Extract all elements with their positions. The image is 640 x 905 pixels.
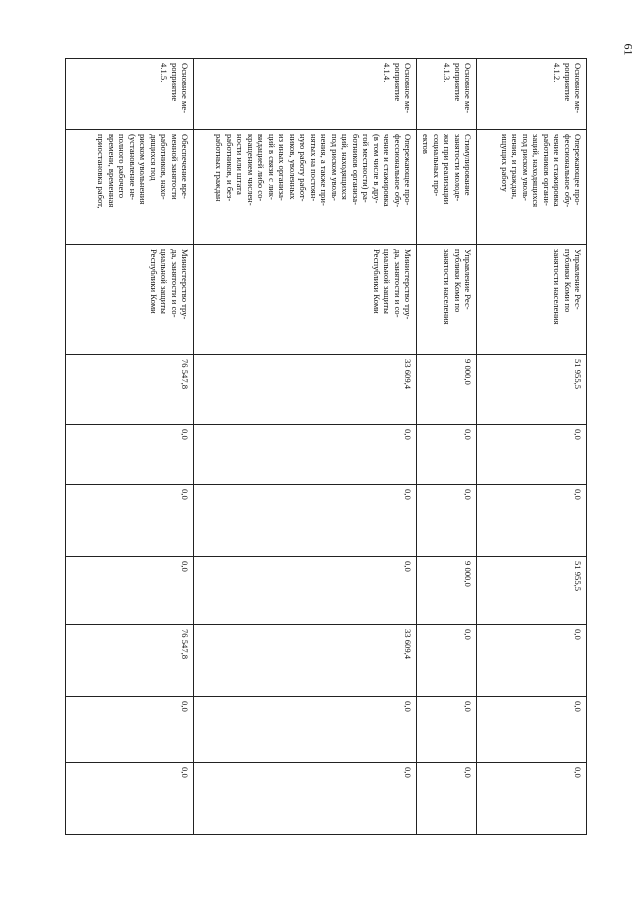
cell-total-amount: 51 955,5 <box>477 355 587 425</box>
cell-amount-3: 0,0 <box>417 485 477 557</box>
cell-measure-name: Опережающее про- фессиональное обу- чение и стажировка работников органи- заций, находящихся под риском уволь- нения, и граждан, ищущих работу <box>477 130 587 245</box>
rotated-table-wrapper <box>66 58 587 834</box>
cell-measure-name: Обеспечение вре- менной занятости работников, нахо- дящихся под риском увольнения (установление не- полного рабочего времени, временная приостановка работ, <box>66 130 194 245</box>
cell-executor: Управление Рес- публики Коми по занятости населения <box>477 245 587 355</box>
cell-amount-4: 0,0 <box>194 557 417 625</box>
cell-amount-7: 0,0 <box>477 763 587 835</box>
cell-amount-3: 0,0 <box>477 485 587 557</box>
cell-amount-3: 0,0 <box>66 485 194 557</box>
table-row <box>417 59 477 835</box>
table-row <box>194 59 417 835</box>
cell-amount-7: 0,0 <box>194 763 417 835</box>
cell-executor: Министерство тру- да, занятости и со- циальной защиты Республики Коми <box>194 245 417 355</box>
cell-amount-2: 0,0 <box>194 425 417 485</box>
cell-executor: Управление Рес- публики Коми по занятости населения <box>417 245 477 355</box>
cell-amount-6: 0,0 <box>417 697 477 763</box>
cell-measure-code: Основное ме- роприятие 4.1.3. <box>417 59 477 130</box>
page-number: 61 <box>621 43 636 56</box>
cell-amount-5: 33 609,4 <box>194 625 417 697</box>
cell-measure-name: Стимулирование занятости молоде- жи при реализации социальных про- ектов <box>417 130 477 245</box>
table-row <box>477 59 587 835</box>
cell-total-amount: 9 000,0 <box>417 355 477 425</box>
cell-amount-4: 51 955,5 <box>477 557 587 625</box>
cell-measure-code: Основное ме- роприятие 4.1.4. <box>194 59 417 130</box>
cell-amount-4: 0,0 <box>66 557 194 625</box>
cell-amount-2: 0,0 <box>66 425 194 485</box>
program-measures-table <box>65 58 587 835</box>
cell-amount-6: 0,0 <box>66 697 194 763</box>
cell-amount-3: 0,0 <box>194 485 417 557</box>
cell-amount-5: 0,0 <box>477 625 587 697</box>
cell-amount-2: 0,0 <box>477 425 587 485</box>
table-row <box>66 59 194 835</box>
cell-amount-7: 0,0 <box>417 763 477 835</box>
cell-amount-5: 76 547,8 <box>66 625 194 697</box>
cell-total-amount: 76 547,8 <box>66 355 194 425</box>
cell-amount-6: 0,0 <box>477 697 587 763</box>
cell-measure-code: Основное ме- роприятие 4.1.2. <box>477 59 587 130</box>
cell-measure-code: Основное ме- роприятие 4.1.5. <box>66 59 194 130</box>
cell-amount-7: 0,0 <box>66 763 194 835</box>
cell-total-amount: 33 609,4 <box>194 355 417 425</box>
cell-measure-name: Опережающее про- фессиональное обу- чение и стажировка (в том числе в дру- гой местности) ра- ботников организа- ций, находящихся под риском уволь- нения, а также при- нятых на постоян- ную работу работ- ников, уволенных из иных организа- ций в связи с лик- видацией либо со- кращением числен- ности или штата работников, и без- работных граждан <box>194 130 417 245</box>
cell-amount-4: 9 000,0 <box>417 557 477 625</box>
cell-amount-5: 0,0 <box>417 625 477 697</box>
cell-executor: Министерство тру- да, занятости и со- циальной защиты Республики Коми <box>66 245 194 355</box>
cell-amount-2: 0,0 <box>417 425 477 485</box>
cell-amount-6: 0,0 <box>194 697 417 763</box>
